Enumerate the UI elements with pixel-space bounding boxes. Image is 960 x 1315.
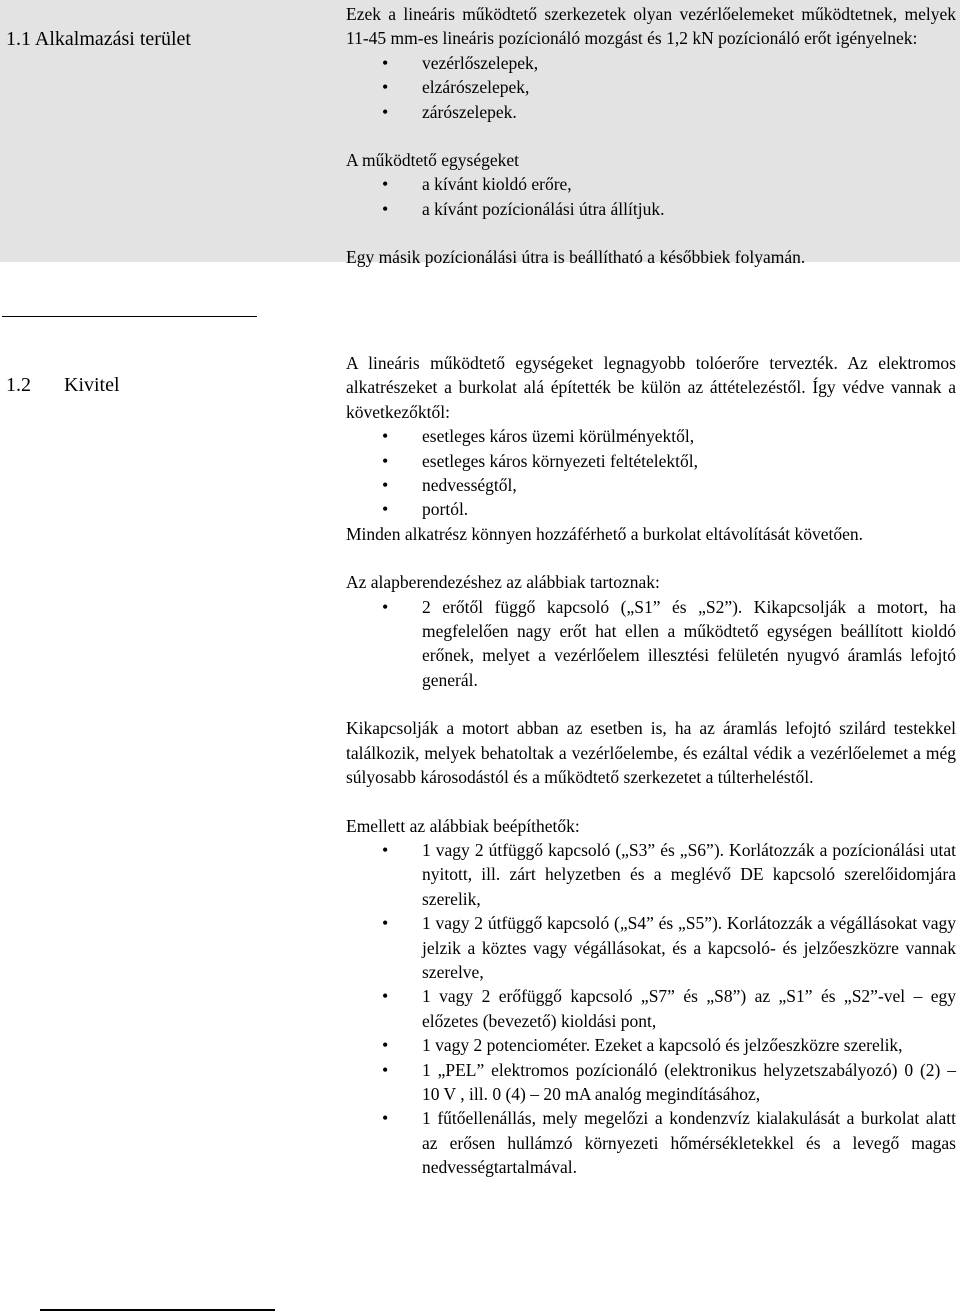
- divider: [2, 316, 257, 317]
- s2-list-3: [346, 838, 956, 1180]
- list-item: • nedvességtől,: [346, 473, 956, 497]
- s1-p2: A működtető egységeket: [346, 150, 520, 171]
- s1-list-2: [346, 172, 956, 221]
- s2-list-2: [346, 595, 956, 693]
- list-item: • 1 fűtőellenállás, mely megelőzi a kondenzvíz kialakulását a burkolat alatt az erősen hullámzó környezeti hőmérsékletekkel és a levegő magas nedvességtartalmával.: [346, 1106, 956, 1179]
- list-item: • 1 vagy 2 potenciométer. Ezeket a kapcsoló és jelzőeszközre szerelik,: [346, 1033, 956, 1057]
- list-item: • vezérlőszelepek,: [346, 51, 956, 75]
- list-item: • 2 erőtől függő kapcsoló („S1” és „S2”). Kikapcsolják a motort, ha megfelelően nagy erőt hat ellen a működtető egységen beállított kioldó erőnek, melyet a vezérlőelem illesztési felületén nyugvó áramlás lefojtó generál.: [346, 595, 956, 693]
- s2-p2: Minden alkatrész könnyen hozzáférhető a burkolat eltávolítását követően.: [346, 523, 864, 544]
- s2-p5: Emellett az alábbiak beépíthetők:: [346, 815, 580, 836]
- list-item: • a kívánt kioldó erőre,: [346, 172, 956, 196]
- list-item: • elzárószelepek,: [346, 75, 956, 99]
- list-item: • 1 vagy 2 útfüggő kapcsoló („S4” és „S5”). Korlátozzák a végállásokat vagy jelzik a köztes vagy végállásokat, és a kapcsoló- és jelzőeszközre vannak szerelve,: [346, 911, 956, 984]
- s2-p3: Az alapberendezéshez az alábbiak tartoznak:: [346, 572, 660, 593]
- list-item: • 1 vagy 2 útfüggő kapcsoló („S3” és „S6”). Korlátozzák a pozícionálási utat nyitott, ill. zárt helyzetben és a meglévő DE kapcsoló szerelőidomjára szerelik,: [346, 838, 956, 911]
- s2-p4: Kikapcsolják a motort abban az esetben is, ha az áramlás lefojtó szilárd testekkel találkozik, melyek behatoltak a vezérlőelembe, és ezáltal védik a vezérlőelemet a még súlyosabb károsodástól és a működtető szerkezetet a túlterheléstől.: [346, 718, 956, 788]
- list-item: • portól.: [346, 497, 956, 521]
- section-2-body: [346, 351, 956, 1180]
- list-item: • a kívánt pozícionálási útra állítjuk.: [346, 197, 956, 221]
- list-item: • esetleges káros környezeti feltételektől,: [346, 449, 956, 473]
- s1-intro: Ezek a lineáris működtető szerkezetek olyan vezérlőelemeket működtetnek, melyek 11-45 mm-es lineáris pozícionáló mozgást és 1,2 kN pozícionáló erőt igényelnek:: [346, 4, 956, 49]
- s2-list: [346, 424, 956, 522]
- s2-p1: A lineáris működtető egységeket legnagyobb tolóerőre tervezték. Az elektromos alkatrészeket a burkolat alá építették be külön az áttételezéstől. Így védve vannak a következőktől:: [346, 353, 956, 422]
- list-item: • zárószelepek.: [346, 100, 956, 124]
- list-item: • esetleges káros üzemi körülményektől,: [346, 424, 956, 448]
- s1-p3: Egy másik pozícionálási útra is beállítható a későbbiek folyamán.: [346, 247, 806, 268]
- footnote-divider: [40, 1309, 275, 1311]
- s1-list: [346, 51, 956, 124]
- section-2-heading: 1.2 Kivitel: [6, 374, 120, 396]
- section-1-body: [346, 2, 956, 270]
- list-item: • 1 vagy 2 erőfüggő kapcsoló „S7” és „S8”) az „S1” és „S2”-vel – egy előzetes (bevezető) kioldási pont,: [346, 984, 956, 1033]
- list-item: • 1 „PEL” elektromos pozícionáló (elektronikus helyzetszabályozó) 0 (2) – 10 V , ill. 0 (4) – 20 mA analóg megindításához,: [346, 1058, 956, 1107]
- section-1-heading: 1.1 Alkalmazási terület: [6, 28, 191, 50]
